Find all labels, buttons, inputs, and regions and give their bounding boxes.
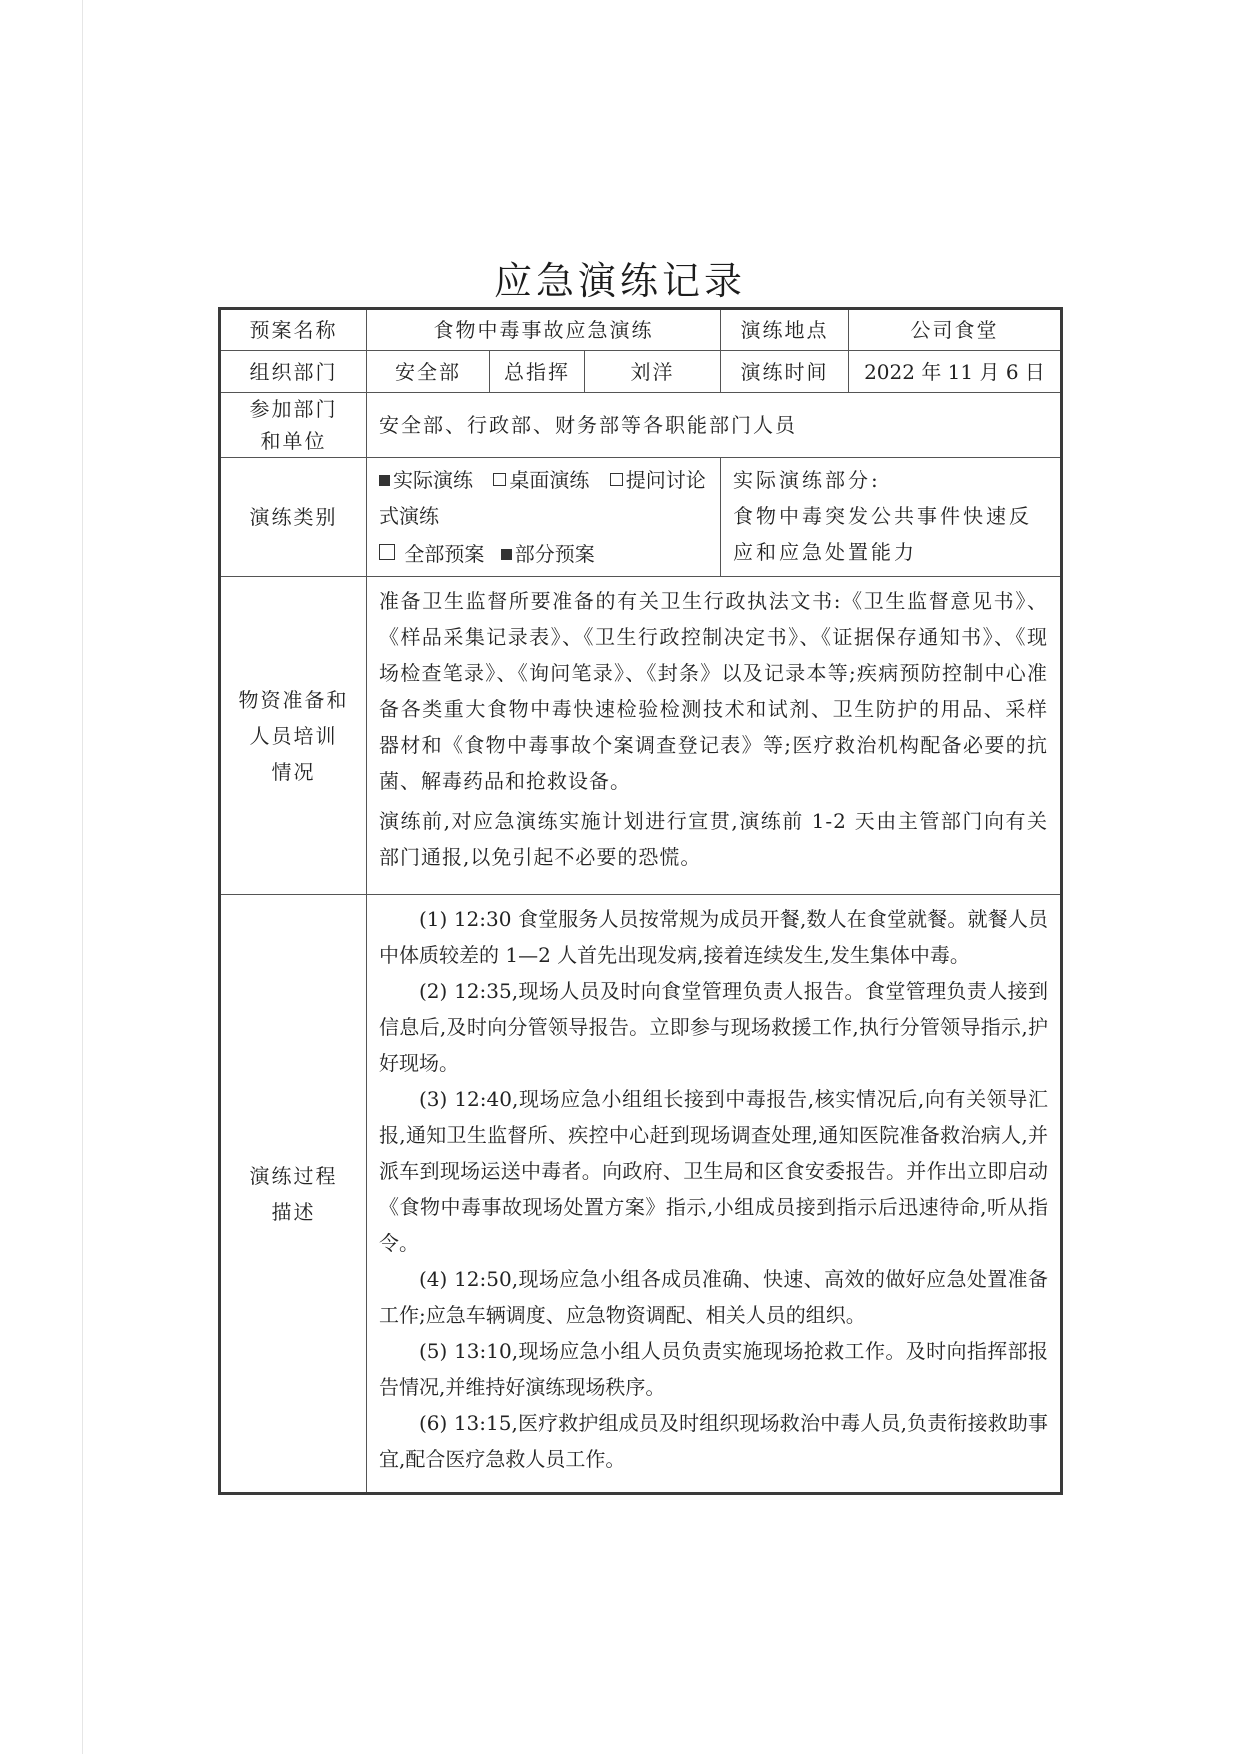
scope-option-full: 全部预案 bbox=[379, 536, 484, 572]
commander-value: 刘洋 bbox=[585, 351, 721, 393]
prep-content bbox=[367, 577, 1062, 895]
type-option-actual: 实际演练 bbox=[379, 462, 473, 498]
prep-paragraph-materials: 准备卫生监督所要准备的有关卫生行政执法文书:《卫生监督意见书》、《样品采集记录表》、《卫生行政控制决定书》、《证据保存通知书》、《现场检查笔录》、《询问笔录》、《封条》以及记录本等;疾病预防控制中心准备各类重大食物中毒快速检验检测技术和试剂、卫生防护的用品、采样器材和《食物中毒事故个案调查登记表》等;医疗救治机构配备必要的抗菌、解毒药品和抢救设备。 bbox=[379, 589, 1048, 793]
time-value: 2022 年 11 月 6 日 bbox=[864, 359, 1045, 384]
process-label-line1: 演练过程 bbox=[249, 1163, 338, 1188]
process-step: (3) 12:40,现场应急小组组长接到中毒报告,核实情况后,向有关领导汇报,通知卫生监督所、疾控中心赶到现场调查处理,通知医院准备救治病人,并派车到现场运送中毒者。向政府、卫生局和区食安委报告。并作出立即启动《食物中毒事故现场处置方案》指示,小组成员接到指示后迅速待命,听从指令。 bbox=[379, 1087, 1048, 1255]
row-org bbox=[220, 351, 1062, 393]
org-dept-label: 组织部门 bbox=[220, 351, 367, 393]
drill-record-table bbox=[218, 307, 1063, 1495]
page-title: 应急演练记录 bbox=[493, 259, 746, 303]
process-step: (5) 13:10,现场应急小组人员负责实施现场抢救工作。及时向指挥部报告情况,并维持好演练现场秩序。 bbox=[379, 1339, 1048, 1399]
time-label: 演练时间 bbox=[721, 351, 849, 392]
row-type bbox=[220, 458, 1062, 577]
process-step: (6) 13:15,医疗救护组成员及时组织现场救治中毒人员,负责衔接救助事宜,配合医疗急救人员工作。 bbox=[379, 1411, 1048, 1471]
commander-label: 总指挥 bbox=[490, 351, 585, 393]
participants-label-line2: 和单位 bbox=[260, 429, 327, 453]
type-options bbox=[367, 458, 721, 577]
checkbox-empty-icon bbox=[493, 473, 506, 486]
type-label: 演练类别 bbox=[220, 458, 367, 577]
location-label: 演练地点 bbox=[721, 310, 849, 350]
row-process bbox=[220, 895, 1062, 1494]
process-content bbox=[367, 895, 1062, 1494]
actual-part-text: 食物中毒突发公共事件快速反应和应急处置能力 bbox=[733, 504, 1032, 564]
checkbox-empty-icon bbox=[379, 544, 395, 560]
process-step: (1) 12:30 食堂服务人员按常规为成员开餐,数人在食堂就餐。就餐人员中体质较差的 1—2 人首先出现发病,接着连续发生,发生集体中毒。 bbox=[379, 907, 1048, 967]
checkbox-empty-icon bbox=[610, 473, 623, 486]
process-step: (2) 12:35,现场人员及时向食堂管理负责人报告。食堂管理负责人接到信息后,及时向分管领导报告。立即参与现场救援工作,执行分管领导指示,护好现场。 bbox=[379, 979, 1048, 1075]
actual-part-title: 实际演练部分: bbox=[733, 468, 881, 492]
prep-label-line1: 物资准备和 bbox=[238, 687, 349, 712]
checkbox-checked-icon bbox=[379, 475, 390, 486]
plan-name-value: 食物中毒事故应急演练 bbox=[367, 309, 721, 351]
scope-option-partial: 部分预案 bbox=[501, 542, 595, 566]
type-option-discussion: 提问讨论式演练 bbox=[379, 468, 706, 528]
row-plan-name bbox=[220, 309, 1062, 351]
process-label-line2: 描述 bbox=[271, 1199, 316, 1224]
prep-label-line3: 情况 bbox=[271, 759, 316, 784]
participants-value: 安全部、行政部、财务部等各职能部门人员 bbox=[367, 393, 1062, 458]
row-participants bbox=[220, 393, 1062, 458]
participants-label-line1: 参加部门 bbox=[249, 397, 338, 421]
process-step: (4) 12:50,现场应急小组各成员准确、快速、高效的做好应急处置准备工作;应急车辆调度、应急物资调配、相关人员的组织。 bbox=[379, 1267, 1048, 1327]
org-dept-value: 安全部 bbox=[367, 351, 490, 393]
prep-label-line2: 人员培训 bbox=[249, 723, 338, 748]
type-option-tabletop: 桌面演练 bbox=[493, 462, 589, 498]
plan-name-label: 预案名称 bbox=[220, 309, 367, 351]
actual-part-cell bbox=[721, 458, 1062, 577]
prep-paragraph-training: 演练前,对应急演练实施计划进行宣贯,演练前 1-2 天由主管部门向有关部门通报,以免引起不必要的恐慌。 bbox=[379, 809, 1048, 869]
checkbox-checked-icon bbox=[501, 549, 512, 560]
row-preparation bbox=[220, 577, 1062, 895]
location-value: 公司食堂 bbox=[910, 318, 999, 342]
